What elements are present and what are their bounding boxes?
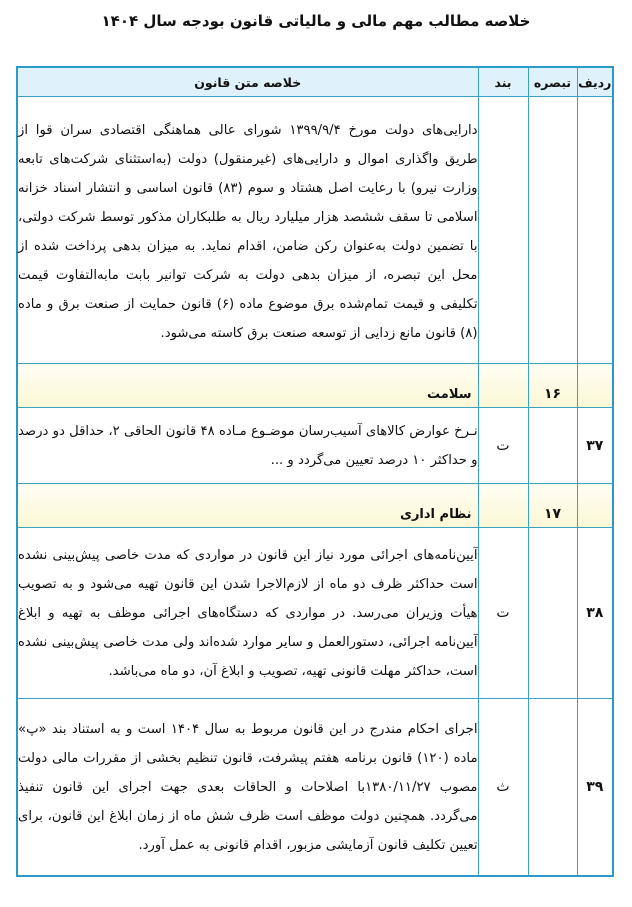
table-row [17, 699, 613, 877]
cell-tabsare [528, 528, 577, 699]
cell-law-text: نـرخ عوارض کالاهای آسیب‌رسان موضـوع مـاده ۴۸ قانون الحاقی ۲، حداقل دو درصد و حداکثر ۱۰ درصد تعیین می‌گردد و ... [17, 408, 478, 484]
cell-band [478, 97, 528, 364]
cell-law-text: آیین‌نامه‌های اجرائی مورد نیاز این قانون در مواردی که مدت خاصی پیش‌بینی نشده است حداکثر ظرف دو ماه از لازم‌الاجرا شدن این قانون تهیه می‌شود و به تصویب هیأت وزیران می‌رسد. در مواردی که دستگاه‌های اجرائی موظف به تهیه و ابلاغ آیین‌نامه اجرائی، دستورالعمل و سایر موارد شده‌اند ولی مدت خاصی پیش‌بینی نشده است، حداکثر مهلت قانونی تهیه، تصویب و ابلاغ آن، دو ماه می‌باشد. [17, 528, 478, 699]
section-title: سلامت [17, 364, 478, 408]
cell-radif [577, 364, 613, 408]
cell-radif [577, 97, 613, 364]
header-radif: ردیف [577, 67, 613, 97]
section-row-nezam-edari [17, 484, 613, 528]
header-band: بند [478, 67, 528, 97]
cell-band: ت [478, 528, 528, 699]
cell-radif: ۳۷ [577, 408, 613, 484]
cell-tabsare [528, 408, 577, 484]
header-tabsare: تبصره [528, 67, 577, 97]
section-tabsare-number: ۱۶ [528, 364, 577, 408]
table-row [17, 408, 613, 484]
section-tabsare-number: ۱۷ [528, 484, 577, 528]
cell-band [478, 364, 528, 408]
section-row-salamat [17, 364, 613, 408]
section-title: نظام اداری [17, 484, 478, 528]
table-row [17, 97, 613, 364]
cell-radif: ۳۸ [577, 528, 613, 699]
cell-law-text: دارایی‌های دولت مورخ ۱۳۹۹/۹/۴ شورای عالی هماهنگی اقتصادی سران قوا از طریق واگذاری اموال و دارایی‌های (غیرمنقول) دولت (به‌استثنای شرکت‌های تابعه وزارت نیرو) با رعایت اصل هشتاد و سوم (۸۳) قانون اساسی و انتشار اسناد خزانه اسلامی تا سقف ششصد هزار میلیارد ریال به طلبکاران مذکور توسط شرکت دولتی، با تضمین دولت به‌عنوان رکن ضامن، اقدام نماید. به میزان بدهی پرداخت شده از محل این تبصره، از میزان بدهی دولت به شرکت توانیر بابت مابه‌التفاوت قیمت تکلیفی و قیمت تمام‌شده برق موضوع ماده (۶) قانون حمایت از صنعت برق و ماده (۸) قانون مانع زدایی از توسعه صنعت برق کاسته می‌شود. [17, 97, 478, 364]
cell-tabsare [528, 97, 577, 364]
table-row [17, 528, 613, 699]
table-header-row [17, 67, 613, 97]
cell-tabsare [528, 699, 577, 877]
document-title: خلاصه مطالب مهم مالی و مالیاتی قانون بودجه سال ۱۴۰۴ [101, 12, 531, 30]
cell-law-text: اجرای احکام مندرج در این قانون مربوط به سال ۱۴۰۴ است و به استناد بند «پ» ماده (۱۲۰) قانون برنامه هفتم پیشرفت، قانون تنظیم بخشی از مقررات مالی دولت مصوب ۱۳۸۰/۱۱/۲۷با اصلاحات و الحاقات بعدی جهت اجرای این قانون تنفیذ می‌گردد. همچنین دولت موظف است ظرف شش ماه از زمان ابلاغ این قانون، برای تعیین تکلیف قانون آزمایشی مزبور، اقدام قانونی به عمل آورد. [17, 699, 478, 877]
cell-band: ث [478, 699, 528, 877]
cell-radif [577, 484, 613, 528]
cell-band [478, 484, 528, 528]
header-law-text: خلاصه متن قانون [17, 67, 478, 97]
law-summary-table [16, 66, 614, 877]
cell-radif: ۳۹ [577, 699, 613, 877]
cell-band: ت [478, 408, 528, 484]
